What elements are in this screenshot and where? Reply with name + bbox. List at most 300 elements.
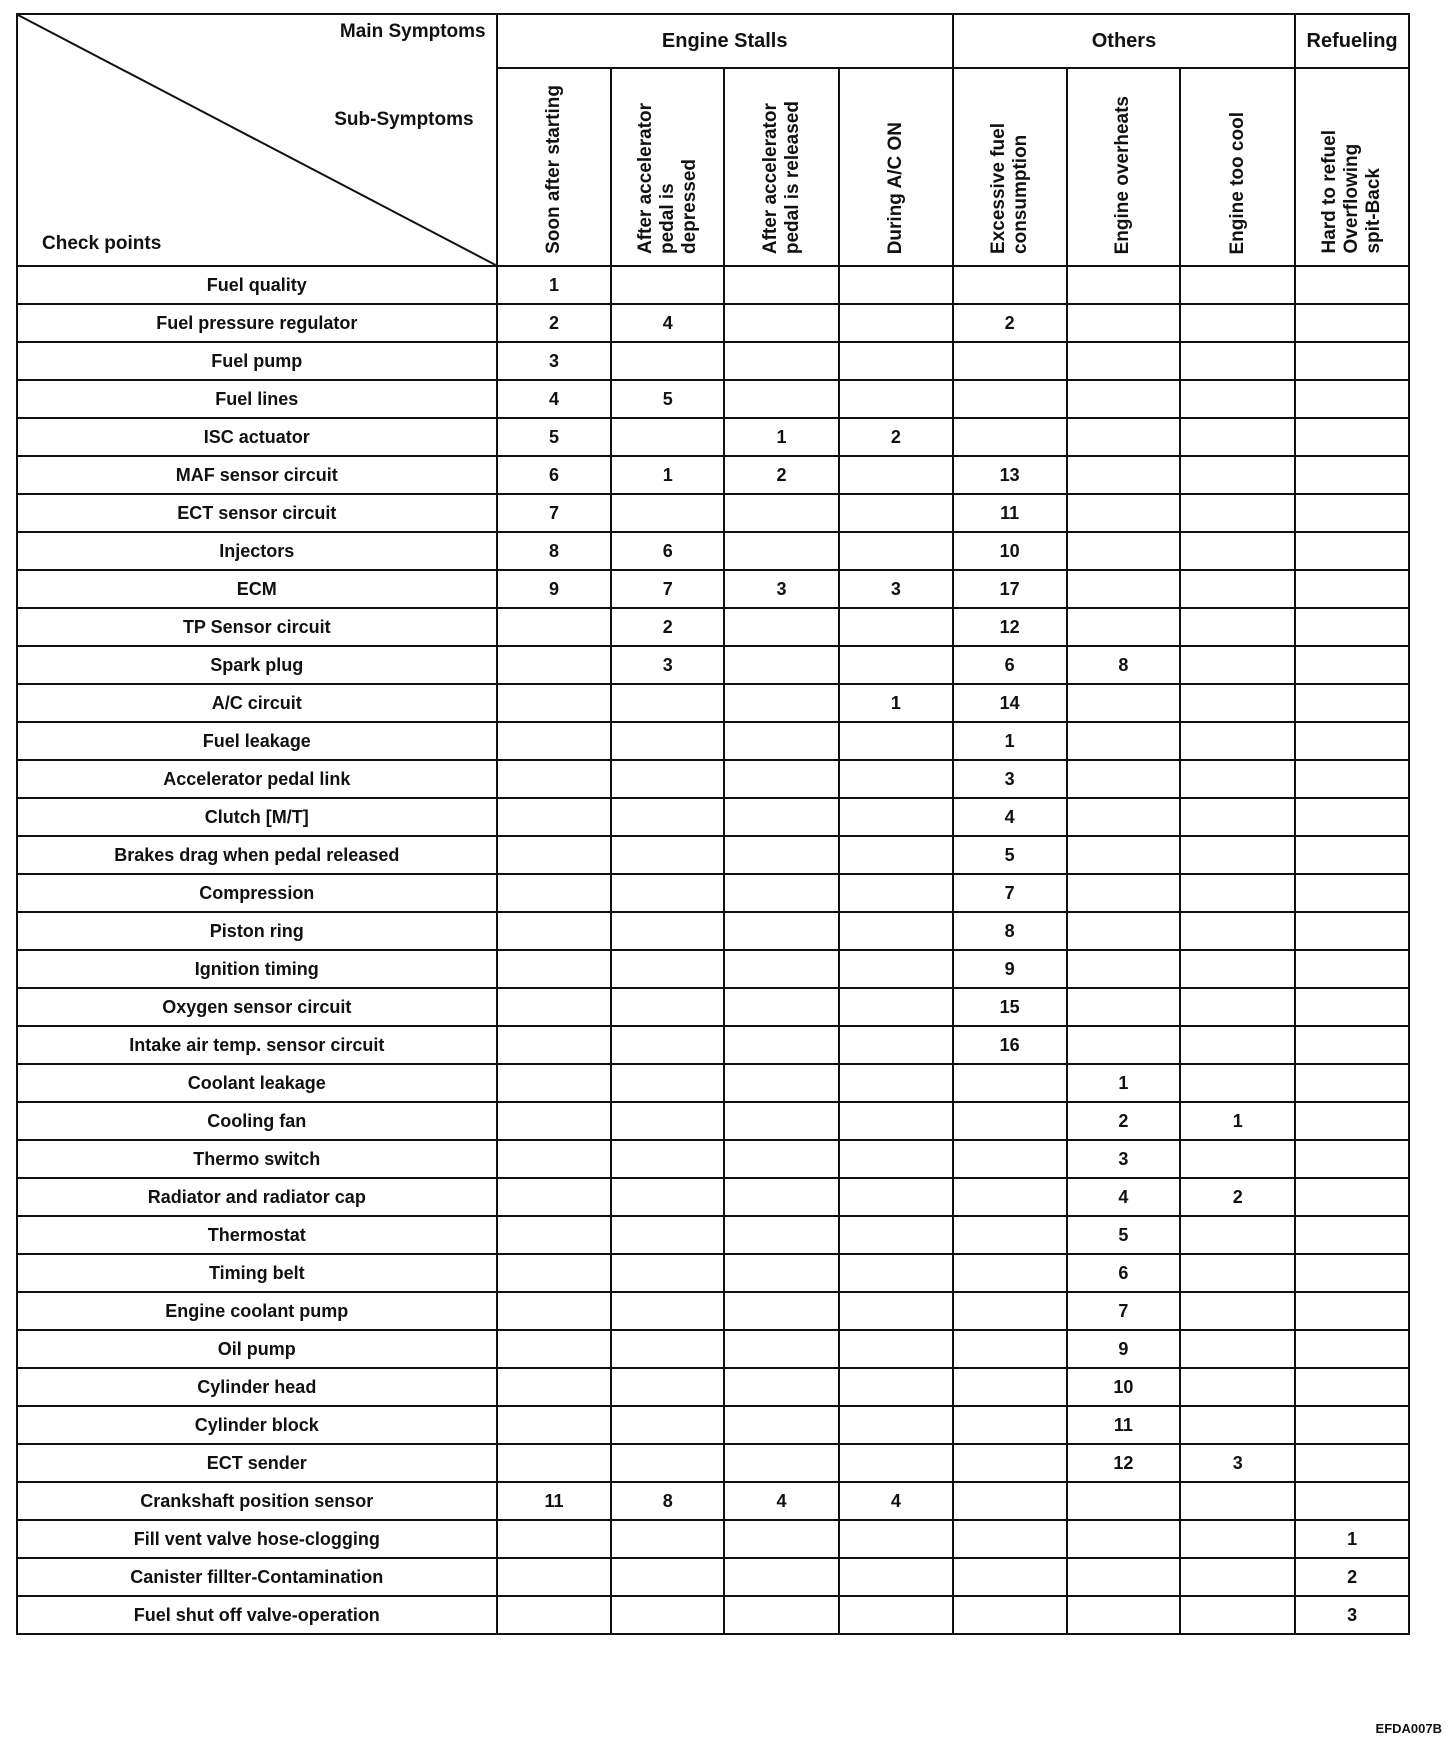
sub-symptom-header [497, 68, 612, 266]
priority-cell [1067, 988, 1181, 1026]
priority-cell [724, 342, 839, 380]
table-row [17, 1254, 1409, 1292]
priority-cell: 8 [611, 1482, 724, 1520]
priority-cell [953, 1254, 1067, 1292]
table-row [17, 1292, 1409, 1330]
priority-cell [839, 1292, 953, 1330]
priority-cell [1295, 988, 1409, 1026]
priority-cell [1180, 646, 1295, 684]
priority-cell [611, 1140, 724, 1178]
priority-cell [497, 684, 612, 722]
table-row [17, 1140, 1409, 1178]
table-row [17, 646, 1409, 684]
priority-cell [839, 836, 953, 874]
priority-cell [497, 1140, 612, 1178]
table-row [17, 760, 1409, 798]
priority-cell [1295, 532, 1409, 570]
priority-cell [1295, 608, 1409, 646]
priority-cell: 3 [611, 646, 724, 684]
check-point-label: ECM [17, 570, 497, 608]
priority-cell: 3 [953, 760, 1067, 798]
priority-cell [611, 988, 724, 1026]
priority-cell: 2 [1295, 1558, 1409, 1596]
priority-cell [611, 1406, 724, 1444]
priority-cell [1295, 798, 1409, 836]
priority-cell [1295, 1064, 1409, 1102]
priority-cell [839, 760, 953, 798]
priority-cell [839, 950, 953, 988]
priority-cell [1180, 570, 1295, 608]
sub-symptom-label: After accelerator pedal is released [759, 100, 803, 254]
priority-cell [611, 1444, 724, 1482]
priority-cell [1067, 570, 1181, 608]
check-point-label: Thermostat [17, 1216, 497, 1254]
priority-cell [724, 532, 839, 570]
priority-cell: 6 [1067, 1254, 1181, 1292]
priority-cell [724, 798, 839, 836]
check-point-label: Fuel quality [17, 266, 497, 304]
priority-cell [1067, 304, 1181, 342]
priority-cell [953, 1406, 1067, 1444]
priority-cell [839, 874, 953, 912]
priority-cell: 8 [497, 532, 612, 570]
priority-cell: 10 [1067, 1368, 1181, 1406]
priority-cell: 2 [611, 608, 724, 646]
priority-cell [1295, 1292, 1409, 1330]
priority-cell [611, 342, 724, 380]
priority-cell [497, 1520, 612, 1558]
priority-cell [1295, 342, 1409, 380]
check-point-label: Fuel pump [17, 342, 497, 380]
priority-cell [497, 1406, 612, 1444]
priority-cell [1295, 1444, 1409, 1482]
priority-cell [953, 1178, 1067, 1216]
priority-cell [611, 266, 724, 304]
priority-cell: 4 [839, 1482, 953, 1520]
sub-symptom-header [611, 68, 724, 266]
priority-cell [1180, 1520, 1295, 1558]
check-point-label: Oil pump [17, 1330, 497, 1368]
check-point-label: Compression [17, 874, 497, 912]
priority-cell [953, 1216, 1067, 1254]
priority-cell [1067, 798, 1181, 836]
priority-cell [611, 950, 724, 988]
priority-cell [611, 1596, 724, 1634]
priority-cell [611, 1102, 724, 1140]
check-point-label: Clutch [M/T] [17, 798, 497, 836]
priority-cell [724, 836, 839, 874]
priority-cell [724, 1330, 839, 1368]
priority-cell [497, 1064, 612, 1102]
priority-cell: 5 [953, 836, 1067, 874]
table-row [17, 1558, 1409, 1596]
priority-cell [1180, 798, 1295, 836]
priority-cell [611, 1064, 724, 1102]
priority-cell [611, 1178, 724, 1216]
priority-cell [1295, 950, 1409, 988]
table-row [17, 1406, 1409, 1444]
priority-cell [839, 532, 953, 570]
priority-cell [1180, 1140, 1295, 1178]
priority-cell [953, 1140, 1067, 1178]
priority-cell [1067, 684, 1181, 722]
priority-cell [724, 722, 839, 760]
priority-cell [1067, 912, 1181, 950]
main-symptoms-row [17, 14, 1409, 68]
sub-symptom-label: Soon after starting [543, 85, 565, 254]
priority-cell: 12 [953, 608, 1067, 646]
priority-cell [497, 1368, 612, 1406]
priority-cell: 3 [1067, 1140, 1181, 1178]
table-row [17, 798, 1409, 836]
check-point-label: Injectors [17, 532, 497, 570]
priority-cell [611, 418, 724, 456]
priority-cell: 3 [724, 570, 839, 608]
priority-cell [611, 1558, 724, 1596]
priority-cell [724, 266, 839, 304]
priority-cell [497, 1102, 612, 1140]
priority-cell: 15 [953, 988, 1067, 1026]
priority-cell [724, 304, 839, 342]
priority-cell [1067, 760, 1181, 798]
sub-symptom-header [1295, 68, 1409, 266]
group-header-engine-stalls: Engine Stalls [497, 14, 953, 68]
sub-symptom-header [953, 68, 1067, 266]
priority-cell: 2 [1180, 1178, 1295, 1216]
priority-cell [1180, 456, 1295, 494]
priority-cell [497, 798, 612, 836]
priority-cell: 9 [953, 950, 1067, 988]
table-row [17, 1330, 1409, 1368]
priority-cell [497, 760, 612, 798]
priority-cell [724, 912, 839, 950]
priority-cell [1295, 1330, 1409, 1368]
priority-cell [724, 1102, 839, 1140]
priority-cell [1067, 836, 1181, 874]
priority-cell [1067, 1558, 1181, 1596]
priority-cell [1180, 988, 1295, 1026]
priority-cell: 3 [1180, 1444, 1295, 1482]
priority-cell [1180, 1558, 1295, 1596]
priority-cell [724, 608, 839, 646]
priority-cell: 1 [1180, 1102, 1295, 1140]
priority-cell: 4 [1067, 1178, 1181, 1216]
table-row [17, 1026, 1409, 1064]
check-point-label: Intake air temp. sensor circuit [17, 1026, 497, 1064]
check-point-label: Fuel shut off valve-operation [17, 1596, 497, 1634]
table-row [17, 836, 1409, 874]
priority-cell: 11 [497, 1482, 612, 1520]
table-row [17, 1482, 1409, 1520]
priority-cell [724, 1254, 839, 1292]
priority-cell [724, 646, 839, 684]
check-point-label: Thermo switch [17, 1140, 497, 1178]
priority-cell: 3 [839, 570, 953, 608]
priority-cell [497, 874, 612, 912]
priority-cell [1180, 1064, 1295, 1102]
priority-cell [1180, 1368, 1295, 1406]
check-point-label: Cylinder block [17, 1406, 497, 1444]
priority-cell [1180, 342, 1295, 380]
priority-cell: 1 [1067, 1064, 1181, 1102]
table-row [17, 1596, 1409, 1634]
priority-cell [1067, 950, 1181, 988]
priority-cell [1295, 1406, 1409, 1444]
table-row [17, 494, 1409, 532]
priority-cell [953, 1102, 1067, 1140]
priority-cell [1295, 874, 1409, 912]
priority-cell [1067, 342, 1181, 380]
check-point-label: Engine coolant pump [17, 1292, 497, 1330]
priority-cell [1180, 1330, 1295, 1368]
priority-cell [1295, 1026, 1409, 1064]
priority-cell [724, 1140, 839, 1178]
priority-cell [724, 1558, 839, 1596]
check-point-label: Brakes drag when pedal released [17, 836, 497, 874]
priority-cell [611, 722, 724, 760]
table-row [17, 570, 1409, 608]
figure-code: EFDA007B [1375, 1721, 1442, 1736]
group-header-others: Others [953, 14, 1295, 68]
priority-cell [497, 608, 612, 646]
priority-cell [1295, 1216, 1409, 1254]
priority-cell [1295, 722, 1409, 760]
priority-cell [839, 1102, 953, 1140]
priority-cell [1180, 912, 1295, 950]
table-row [17, 532, 1409, 570]
sub-symptom-label: Hard to refuel Overflowing spit-Back [1319, 130, 1385, 254]
priority-cell [1180, 874, 1295, 912]
priority-cell [1180, 950, 1295, 988]
priority-cell [724, 494, 839, 532]
check-point-label: A/C circuit [17, 684, 497, 722]
priority-cell [1067, 1520, 1181, 1558]
priority-cell: 2 [839, 418, 953, 456]
priority-cell [724, 684, 839, 722]
priority-cell [1295, 304, 1409, 342]
table-row [17, 1102, 1409, 1140]
priority-cell [1295, 570, 1409, 608]
priority-cell: 6 [611, 532, 724, 570]
priority-cell: 1 [611, 456, 724, 494]
priority-cell: 1 [953, 722, 1067, 760]
priority-cell [839, 1254, 953, 1292]
priority-cell [611, 836, 724, 874]
sub-symptom-label: Excessive fuel consumption [987, 123, 1031, 254]
priority-cell [1067, 722, 1181, 760]
priority-cell [953, 1330, 1067, 1368]
priority-cell [611, 1520, 724, 1558]
priority-cell [953, 1444, 1067, 1482]
priority-cell [839, 494, 953, 532]
priority-cell: 9 [1067, 1330, 1181, 1368]
priority-cell [953, 1064, 1067, 1102]
priority-cell [839, 722, 953, 760]
priority-cell [839, 456, 953, 494]
priority-cell: 7 [1067, 1292, 1181, 1330]
priority-cell [1295, 836, 1409, 874]
priority-cell [839, 1178, 953, 1216]
priority-cell [611, 1026, 724, 1064]
priority-cell [497, 1558, 612, 1596]
priority-cell: 6 [497, 456, 612, 494]
check-points-label: Check points [42, 233, 162, 254]
priority-cell: 4 [497, 380, 612, 418]
priority-cell [1295, 646, 1409, 684]
priority-cell [953, 1596, 1067, 1634]
priority-cell [497, 1330, 612, 1368]
priority-cell [1180, 608, 1295, 646]
priority-cell: 13 [953, 456, 1067, 494]
check-point-label: ECT sensor circuit [17, 494, 497, 532]
priority-cell [839, 1558, 953, 1596]
priority-cell: 1 [1295, 1520, 1409, 1558]
table-row [17, 266, 1409, 304]
priority-cell [1295, 1368, 1409, 1406]
table-row [17, 1178, 1409, 1216]
sub-symptom-header [1180, 68, 1295, 266]
priority-cell [1180, 532, 1295, 570]
priority-cell: 12 [1067, 1444, 1181, 1482]
priority-cell [497, 1026, 612, 1064]
check-point-label: Fuel lines [17, 380, 497, 418]
priority-cell [1295, 494, 1409, 532]
priority-cell [839, 266, 953, 304]
check-point-label: Canister fillter-Contamination [17, 1558, 497, 1596]
priority-cell [953, 1368, 1067, 1406]
priority-cell [1067, 380, 1181, 418]
priority-cell [1180, 1026, 1295, 1064]
table-row [17, 684, 1409, 722]
priority-cell [611, 912, 724, 950]
check-point-label: ISC actuator [17, 418, 497, 456]
table-row [17, 456, 1409, 494]
priority-cell [839, 912, 953, 950]
priority-cell [839, 1330, 953, 1368]
table-row [17, 380, 1409, 418]
priority-cell [724, 1292, 839, 1330]
check-point-label: ECT sender [17, 1444, 497, 1482]
priority-cell [953, 380, 1067, 418]
check-point-label: Accelerator pedal link [17, 760, 497, 798]
priority-cell [724, 1444, 839, 1482]
sub-symptom-label: Engine too cool [1226, 111, 1248, 254]
priority-cell: 5 [497, 418, 612, 456]
sub-symptom-label: During A/C ON [884, 121, 906, 254]
table-row [17, 342, 1409, 380]
priority-cell [1067, 532, 1181, 570]
check-point-label: Fill vent valve hose-clogging [17, 1520, 497, 1558]
table-row [17, 304, 1409, 342]
troubleshooting-table [16, 13, 1410, 1635]
table-row [17, 988, 1409, 1026]
priority-cell [839, 304, 953, 342]
priority-cell [1067, 418, 1181, 456]
table-body [17, 266, 1409, 1634]
priority-cell [611, 494, 724, 532]
priority-cell [1295, 456, 1409, 494]
check-point-label: Oxygen sensor circuit [17, 988, 497, 1026]
table-row [17, 1216, 1409, 1254]
priority-cell [1295, 1254, 1409, 1292]
priority-cell [839, 798, 953, 836]
priority-cell [724, 760, 839, 798]
check-point-label: Radiator and radiator cap [17, 1178, 497, 1216]
table-row [17, 1520, 1409, 1558]
priority-cell: 16 [953, 1026, 1067, 1064]
check-point-label: Cooling fan [17, 1102, 497, 1140]
check-point-label: Timing belt [17, 1254, 497, 1292]
priority-cell [497, 1216, 612, 1254]
priority-cell: 2 [1067, 1102, 1181, 1140]
priority-cell [839, 646, 953, 684]
priority-cell [724, 1216, 839, 1254]
priority-cell: 4 [724, 1482, 839, 1520]
check-point-label: Fuel pressure regulator [17, 304, 497, 342]
priority-cell [839, 1064, 953, 1102]
priority-cell [1295, 1140, 1409, 1178]
check-point-label: Ignition timing [17, 950, 497, 988]
priority-cell [1180, 722, 1295, 760]
priority-cell [497, 1292, 612, 1330]
group-header-refueling: Refueling [1295, 14, 1409, 68]
sub-symptoms-label: Sub-Symptoms [334, 109, 474, 130]
priority-cell [1067, 494, 1181, 532]
priority-cell [1180, 1482, 1295, 1520]
priority-cell: 1 [839, 684, 953, 722]
priority-cell: 10 [953, 532, 1067, 570]
check-point-label: Fuel leakage [17, 722, 497, 760]
priority-cell: 4 [953, 798, 1067, 836]
check-point-label: TP Sensor circuit [17, 608, 497, 646]
table-row [17, 1064, 1409, 1102]
priority-cell [1067, 1026, 1181, 1064]
priority-cell [1180, 1596, 1295, 1634]
priority-cell [1180, 1216, 1295, 1254]
priority-cell [1180, 266, 1295, 304]
priority-cell [1180, 494, 1295, 532]
diagonal-divider [18, 15, 496, 265]
priority-cell [953, 1292, 1067, 1330]
priority-cell [724, 380, 839, 418]
priority-cell [839, 1140, 953, 1178]
priority-cell: 3 [497, 342, 612, 380]
priority-cell [953, 1520, 1067, 1558]
priority-cell [724, 1064, 839, 1102]
sub-symptom-header [1067, 68, 1181, 266]
priority-cell [724, 1368, 839, 1406]
priority-cell [839, 1520, 953, 1558]
table-row [17, 722, 1409, 760]
priority-cell [611, 760, 724, 798]
table-row [17, 912, 1409, 950]
sub-symptom-header [839, 68, 953, 266]
priority-cell: 7 [497, 494, 612, 532]
priority-cell [1180, 1406, 1295, 1444]
priority-cell [1180, 760, 1295, 798]
priority-cell [953, 1558, 1067, 1596]
priority-cell [497, 722, 612, 760]
priority-cell [611, 874, 724, 912]
priority-cell [611, 798, 724, 836]
priority-cell [1295, 1102, 1409, 1140]
priority-cell [1067, 266, 1181, 304]
priority-cell: 1 [724, 418, 839, 456]
priority-cell [953, 1482, 1067, 1520]
check-point-label: Cylinder head [17, 1368, 497, 1406]
priority-cell [839, 1406, 953, 1444]
priority-cell [724, 1178, 839, 1216]
